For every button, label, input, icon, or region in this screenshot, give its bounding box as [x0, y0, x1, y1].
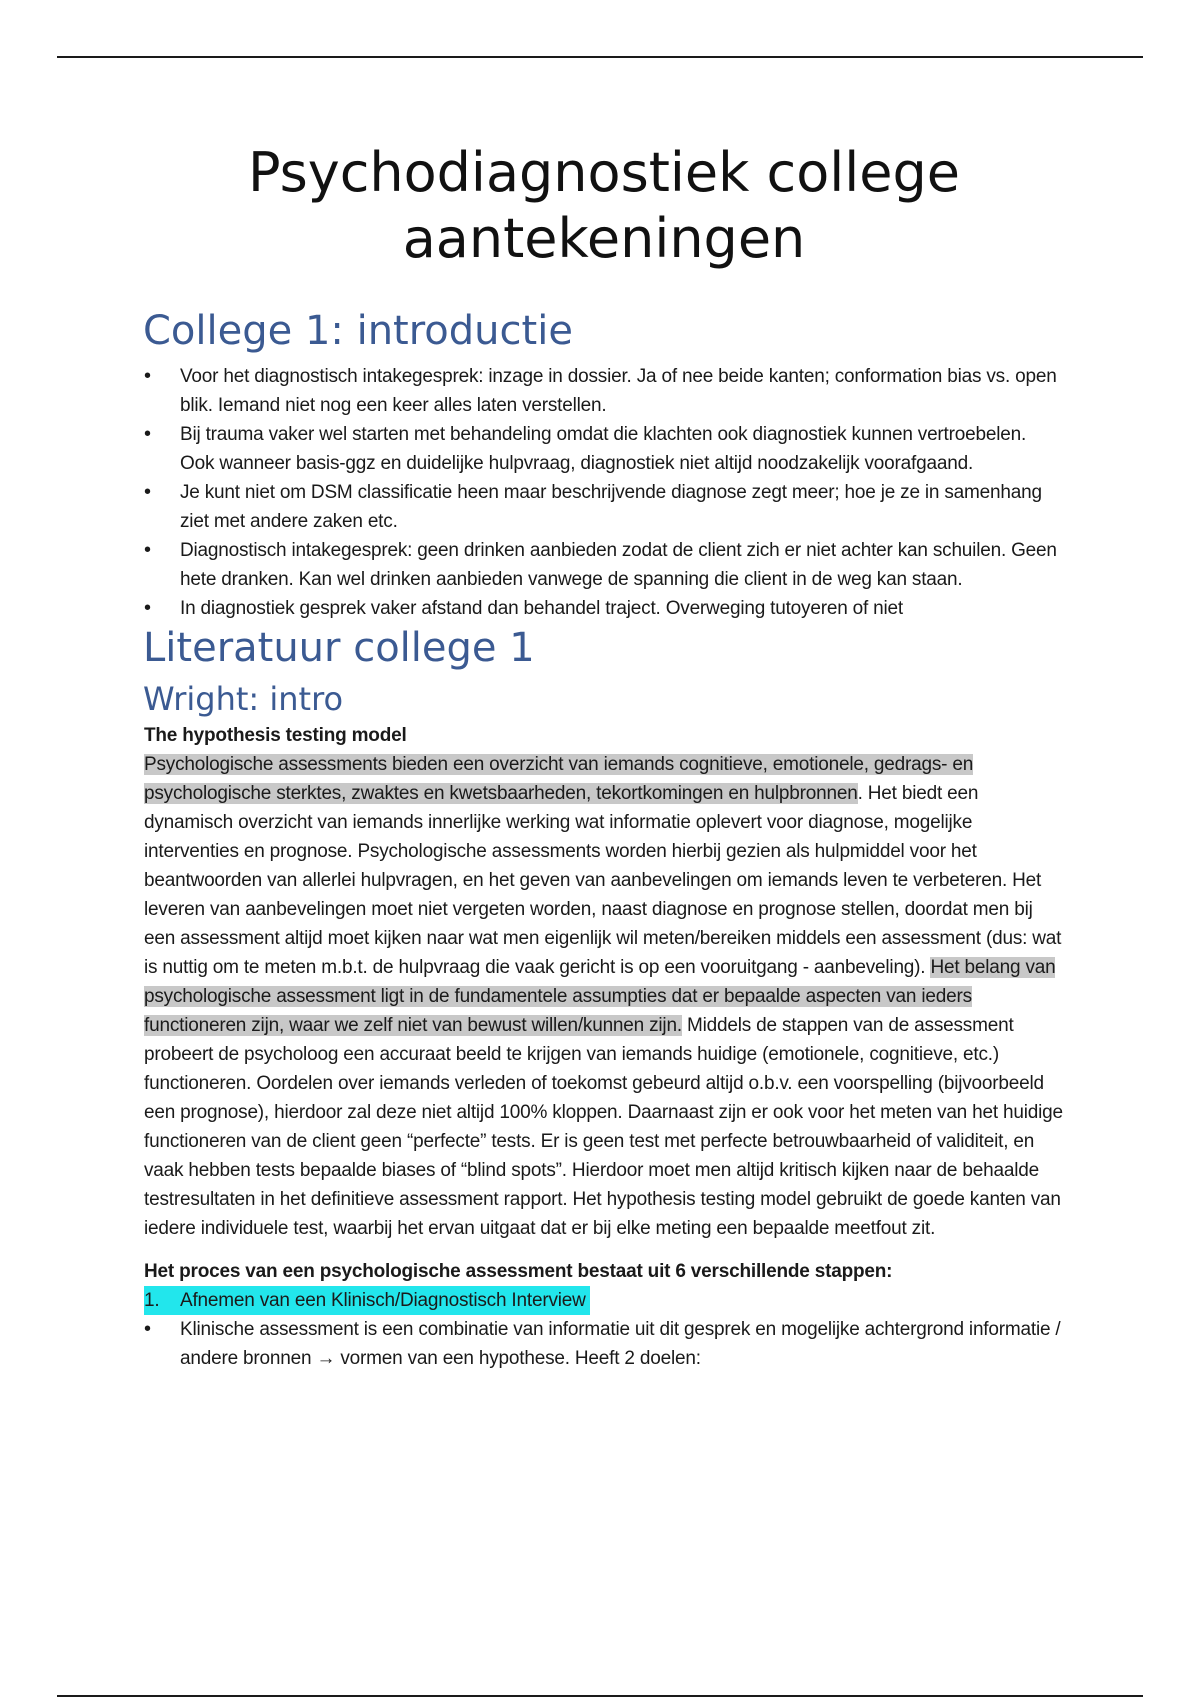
- bullet-icon: •: [144, 481, 151, 503]
- college-1-bullet-list: [144, 362, 1064, 623]
- bullet-icon: •: [144, 365, 151, 387]
- title-line-1: Psychodiagnostiek college: [248, 141, 960, 204]
- hypothesis-paragraph: Psychologische assessments bieden een overzicht van iemands cognitieve, emotionele, gedrags- en psychologische sterktes, zwaktes en kwetsbaarheden, tekortkomingen en hulpbronnen. Het biedt een dynamisch overzicht van iemands innerlijke werking wat informatie oplevert voor diagnose, mogelijke interventies en prognose. Psychologische assessments worden hierbij gezien als hulpmiddel voor het beantwoorden van allerlei hulpvragen, en het geven van aanbevelingen om iemands leven te verbeteren. Het leveren van aanbevelingen moet niet vergeten worden, naast diagnose en prognose stellen, doordat men bij een assessment altijd moet kijken naar wat men eigenlijk wil meten/bereiken middels een assessment (dus: wat is nuttig om te meten m.b.t. de hulpvraag die vaak gericht is op een vooruitgang - aanbeveling). Het belang van psychologische assessment ligt in de fundamentele assumpties dat er bepaalde aspecten van ieders functioneren zijn, waar we zelf niet van bewust willen/kunnen zijn. Middels de stappen van de assessment probeert de psycholoog een accuraat beeld te krijgen van iemands huidige (emotionele, cognitieve, etc.) functioneren. Oordelen over iemands verleden of toekomst gebeurd altijd o.b.v. een voorspelling (bijvoorbeeld een prognose), hierdoor zal deze niet altijd 100% kloppen. Daarnaast zijn er ook voor het meten van het huidige functioneren van de client geen “perfecte” tests. Er is geen test met perfecte betrouwbaarheid of validiteit, en vaak hebben tests bepaalde biases of “blind spots”. Hierdoor moet men altijd kritisch kijken naar de behaalde testresultaten in het definitieve assessment rapport. Het hypothesis testing model gebruikt de goede kanten van iedere individuele test, waarbij het ervan uitgaat dat er bij elke meting een bepaalde meetfout zit.: [144, 754, 1063, 1239]
- step-label: Afnemen van een Klinisch/Diagnostisch Interview: [180, 1290, 586, 1311]
- list-item: • Bij trauma vaker wel starten met behandeling omdat die klachten ook diagnostiek kunnen vertroebelen. Ook wanneer basis-ggz en duidelijke hulpvraag, diagnostiek niet altijd noodzakelijk voorafgaand.: [144, 420, 1064, 478]
- list-item: • Diagnostisch intakegesprek: geen drinken aanbieden zodat de client zich er niet achter kan schuilen. Geen hete dranken. Kan wel drinken aanbieden vanwege de spanning die client in de weg kan staan.: [144, 536, 1064, 594]
- subheading-wright-intro: Wright: intro: [143, 680, 344, 718]
- bullet-icon: •: [144, 1318, 151, 1340]
- step-number: 1.: [144, 1290, 160, 1311]
- bullet-icon: •: [144, 597, 151, 619]
- list-item: • Je kunt niet om DSM classificatie heen maar beschrijvende diagnose zegt meer; hoe je ze in samenhang ziet met andere zaken etc.: [144, 478, 1064, 536]
- list-item: • In diagnostiek gesprek vaker afstand dan behandel traject. Overweging tutoyeren of niet: [144, 594, 1064, 623]
- document-page: [144, 140, 1064, 1373]
- header-rule: [57, 56, 1143, 58]
- document-title: [144, 140, 1064, 272]
- bold-label-hypothesis-model: The hypothesis testing model: [144, 725, 407, 746]
- footer-rule: [57, 1695, 1143, 1697]
- title-line-2: aantekeningen: [402, 207, 806, 270]
- arrow-right-icon: →: [316, 1348, 336, 1369]
- bullet-icon: •: [144, 423, 151, 445]
- section-heading-literatuur: Literatuur college 1: [143, 625, 535, 671]
- steps-heading: Het proces van een psychologische assessment bestaat uit 6 verschillende stappen:: [144, 1261, 893, 1282]
- list-item: • Klinische assessment is een combinatie van informatie uit dit gesprek en mogelijke achtergrond informatie / andere bronnen → vormen van een hypothese. Heeft 2 doelen:: [144, 1315, 1064, 1373]
- section-heading-college-1: College 1: introductie: [143, 308, 573, 354]
- highlighted-text: Psychologische assessments bieden een overzicht van iemands cognitieve, emotionele, gedrags- en psychologische sterktes, zwaktes en kwetsbaarheden, tekortkomingen en hulpbronnen: [144, 754, 974, 804]
- list-item: • Voor het diagnostisch intakegesprek: inzage in dossier. Ja of nee beide kanten; conformation bias vs. open blik. Iemand niet nog een keer alles laten verstellen.: [144, 362, 1064, 420]
- highlighted-text: Het belang van psychologische assessment ligt in de fundamentele assumpties dat er bepaalde aspecten van ieders functioneren zijn, waar we zelf niet van bewust willen/kunnen zijn.: [144, 957, 1056, 1036]
- bullet-icon: •: [144, 539, 151, 561]
- numbered-step-1: [144, 1286, 1064, 1315]
- step-1-bullet-list: [144, 1315, 1064, 1373]
